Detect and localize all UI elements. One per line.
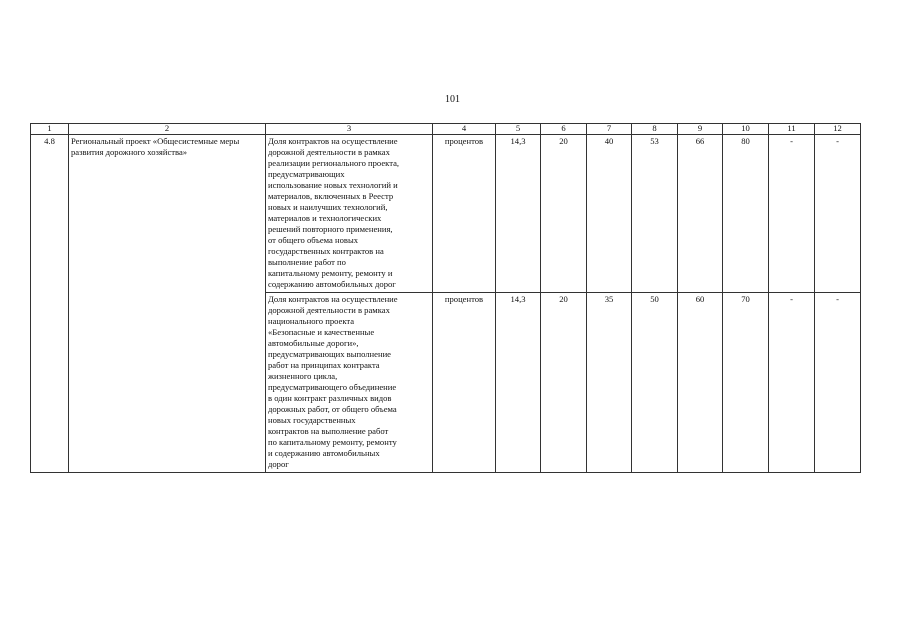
indicator-line: новых и наилучших технологий,: [268, 201, 388, 212]
value-cell: -: [815, 292, 861, 472]
row-number: 4.8: [31, 134, 69, 472]
indicator-line: «Безопасные и качественные: [268, 326, 375, 337]
column-number: 7: [587, 124, 632, 135]
column-number: 5: [496, 124, 541, 135]
value-cell: 80: [723, 134, 769, 292]
value-cell: -: [769, 134, 815, 292]
indicator-line: дорожной деятельности в рамках: [268, 146, 390, 157]
value-cell: 20: [541, 292, 587, 472]
table-row: [31, 134, 861, 292]
value-cell: 50: [632, 292, 678, 472]
indicator-line: содержанию автомобильных дорог: [268, 278, 396, 289]
column-number: 12: [815, 124, 861, 135]
indicator-line: работ на принципах контракта: [268, 359, 380, 370]
value-cell: -: [815, 134, 861, 292]
indicator-line: предусматривающих выполнение: [268, 348, 391, 359]
indicator-line: капитальному ремонту, ремонту и: [268, 267, 393, 278]
value-cell: 70: [723, 292, 769, 472]
value-cell: 40: [587, 134, 632, 292]
page-number: 101: [445, 94, 460, 105]
column-number: 8: [632, 124, 678, 135]
indicator-line: в один контракт различных видов: [268, 392, 392, 403]
value-cell: 53: [632, 134, 678, 292]
value-cell: -: [769, 292, 815, 472]
value-cell: 35: [587, 292, 632, 472]
unit-cell: процентов: [433, 292, 496, 472]
column-numbers-row: [31, 124, 861, 135]
indicator-line: решений повторного применения,: [268, 223, 393, 234]
indicator-text: [266, 134, 433, 292]
indicator-line: дорог: [268, 458, 289, 469]
column-number: 2: [69, 124, 266, 135]
indicator-line: Доля контрактов на осуществление: [268, 293, 398, 304]
column-number: 10: [723, 124, 769, 135]
column-number: 9: [678, 124, 723, 135]
indicator-text: [266, 292, 433, 472]
indicator-line: по капитальному ремонту, ремонту: [268, 436, 397, 447]
indicator-line: реализации регионального проекта,: [268, 157, 400, 168]
indicator-line: Доля контрактов на осуществление: [268, 135, 398, 146]
indicator-line: контрактов на выполнение работ: [268, 425, 389, 436]
indicator-line: материалов, включенных в Реестр: [268, 190, 394, 201]
indicator-line: материалов и технологических: [268, 212, 382, 223]
column-number: 6: [541, 124, 587, 135]
indicator-line: национального проекта: [268, 315, 355, 326]
unit-cell: процентов: [433, 134, 496, 292]
indicator-line: предусматривающих: [268, 168, 345, 179]
indicator-line: дорожной деятельности в рамках: [268, 304, 390, 315]
value-cell: 14,3: [496, 292, 541, 472]
indicator-line: государственных контрактов на: [268, 245, 384, 256]
column-number: 11: [769, 124, 815, 135]
indicators-table: [30, 123, 861, 473]
indicator-line: новых государственных: [268, 414, 356, 425]
column-number: 3: [266, 124, 433, 135]
column-number: 1: [31, 124, 69, 135]
indicator-line: предусматривающего объединение: [268, 381, 397, 392]
indicator-line: выполнение работ по: [268, 256, 346, 267]
indicator-line: и содержанию автомобильных: [268, 447, 380, 458]
indicator-line: жизненного цикла,: [268, 370, 338, 381]
column-number: 4: [433, 124, 496, 135]
value-cell: 60: [678, 292, 723, 472]
project-name: Региональный проект «Общесистемные меры развития дорожного хозяйства»: [69, 134, 266, 472]
value-cell: 66: [678, 134, 723, 292]
indicator-line: использование новых технологий и: [268, 179, 398, 190]
value-cell: 20: [541, 134, 587, 292]
value-cell: 14,3: [496, 134, 541, 292]
indicator-line: от общего объема новых: [268, 234, 359, 245]
indicator-line: автомобильные дороги»,: [268, 337, 359, 348]
indicator-line: дорожных работ, от общего объема: [268, 403, 397, 414]
